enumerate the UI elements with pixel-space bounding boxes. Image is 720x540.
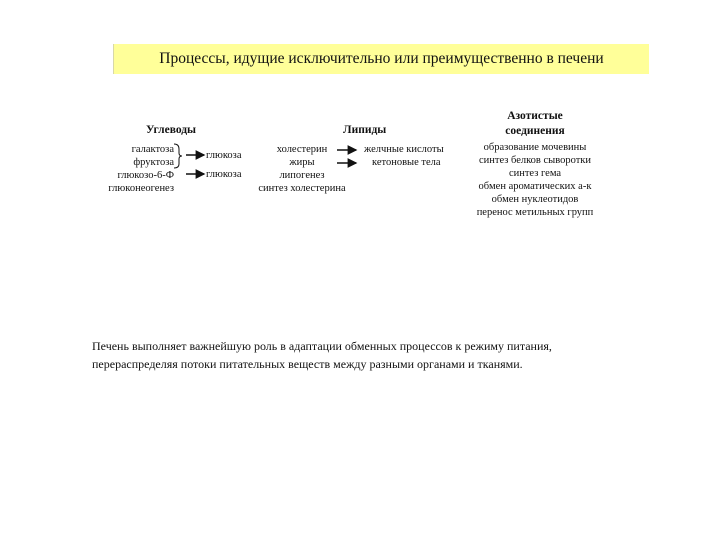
carbs-input-item: глюкозо-6-Ф xyxy=(117,170,174,181)
carbs-input-item: фруктоза xyxy=(133,157,174,168)
lipids-left-list xyxy=(246,143,358,195)
summary-line-1: Печень выполняет важнейшую роль в адаптации обменных процессов к режиму питания, xyxy=(92,339,552,353)
carbs-brace xyxy=(174,144,182,168)
lipids-item: жиры xyxy=(289,157,315,168)
nitrogen-item: синтез гема xyxy=(508,168,562,179)
lipids-item: синтез холестерина xyxy=(258,183,346,194)
nitrogen-item: обмен нуклеотидов xyxy=(491,194,579,205)
nitrogen-header xyxy=(470,109,600,139)
carbs-output: глюкоза xyxy=(206,169,242,180)
lipids-right-list xyxy=(364,143,444,169)
lipids-product: желчные кислоты xyxy=(364,144,444,155)
lipids-item: липогенез xyxy=(279,170,325,181)
lipids-header: Липиды xyxy=(343,124,387,136)
nitrogen-item: синтез белков сыворотки xyxy=(478,155,592,166)
carbs-input-item: глюконеогенез xyxy=(108,183,174,194)
nitrogen-item: обмен ароматических a-к xyxy=(478,181,592,192)
carbs-input-item: галактоза xyxy=(131,144,174,155)
nitrogen-item: перенос метильных групп xyxy=(476,207,594,218)
summary-line-2: перераспределяя потоки питательных веществ между разными органами и тканями. xyxy=(92,357,523,371)
summary-paragraph xyxy=(92,337,552,373)
nitrogen-header-line2: соединения xyxy=(505,125,565,137)
lipids-product: кетоновые тела xyxy=(372,157,441,168)
nitrogen-list xyxy=(460,141,610,219)
page-title: Процессы, идущие исключительно или преимущественно в печени xyxy=(113,44,649,74)
nitrogen-header-line1: Азотистые xyxy=(507,110,563,122)
carbs-header: Углеводы xyxy=(146,124,197,136)
lipids-item: холестерин xyxy=(276,144,328,155)
nitrogen-item: образование мочевины xyxy=(483,142,587,153)
carbs-output: глюкоза xyxy=(206,150,242,161)
